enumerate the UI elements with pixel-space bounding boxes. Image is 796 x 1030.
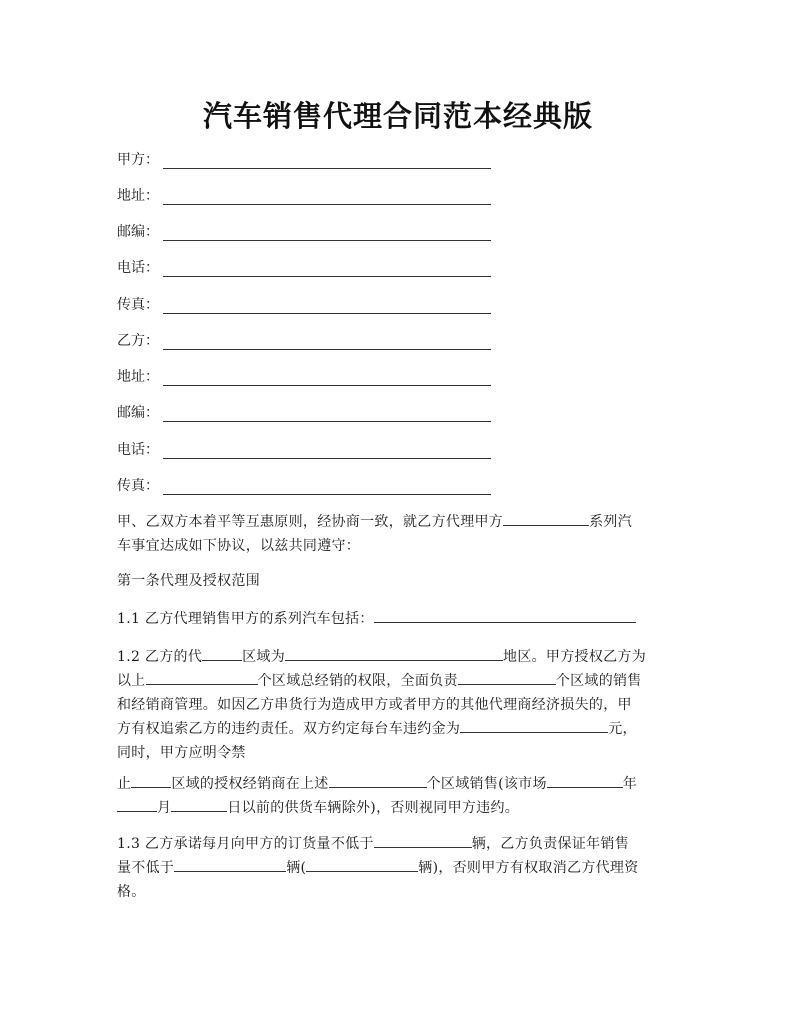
clause-1-2-text-2: 区域为 [242, 649, 286, 665]
clause-1-2-text-9: 元， [608, 721, 637, 737]
party-b-postcode-field [117, 403, 159, 423]
party-a-phone-blank[interactable] [163, 276, 491, 277]
party-b-blank[interactable] [163, 349, 491, 350]
party-b-phone-label: 电话： [117, 442, 159, 458]
clause-1-3-text-6: 格。 [117, 884, 146, 900]
party-a-postcode-label: 邮编： [117, 224, 159, 240]
party-a-field [117, 150, 159, 170]
clause-1-2-text-6: 个区域的销售 [555, 673, 642, 689]
sales-region-blank[interactable] [329, 773, 427, 788]
party-a-phone-field [117, 258, 159, 278]
agency-blank[interactable] [202, 646, 242, 661]
party-b-fax-label: 传真： [117, 478, 159, 494]
party-b-phone-blank[interactable] [163, 458, 491, 459]
party-b-postcode-blank[interactable] [163, 421, 491, 422]
clause-1-2-text-1: 1.2 乙方的代 [117, 649, 203, 665]
clause-1-3-text-2: 辆，乙方负责保证年销售 [471, 836, 630, 852]
intro-paragraph [117, 510, 683, 558]
clause-1-3-text-5: 辆)，否则甲方有权取消乙方代理资 [418, 860, 639, 876]
clause-1-2-continued [117, 772, 683, 820]
party-a-blank[interactable] [163, 168, 491, 169]
party-b-fax-field [117, 476, 159, 496]
party-a-fax-blank[interactable] [163, 313, 491, 314]
annual-sales-words-blank[interactable] [306, 857, 418, 872]
region-blank[interactable] [285, 646, 503, 661]
party-b-postcode-label: 邮编： [117, 405, 159, 421]
intro-text-2: 系列汽 [589, 514, 633, 530]
clause-1-2-text-8: 方有权追索乙方的违约责任。双方约定每台车违约金为 [117, 721, 461, 737]
clause-1-2 [117, 645, 683, 765]
monthly-order-blank[interactable] [374, 833, 472, 848]
clause-1-2-text-3: 地区。甲方授权乙方为 [503, 649, 647, 665]
annual-sales-blank[interactable] [174, 857, 286, 872]
clause-1-1 [117, 607, 683, 631]
party-a-address-field [117, 186, 159, 206]
responsible-region-blank[interactable] [458, 670, 556, 685]
clause-1-2-text-5: 个区域总经销的权限，全面负责 [257, 673, 458, 689]
clause-1-2b-text-1: 止 [117, 776, 132, 792]
clause-1-2b-text-4: 年 [622, 776, 638, 792]
clause-1-2b-text-2: 区域的授权经销商在上述 [171, 776, 329, 792]
clause-1-3-text-3: 量不低于 [117, 860, 175, 876]
party-a-fax-label: 传真： [117, 297, 159, 313]
day-blank[interactable] [171, 797, 227, 812]
party-a-postcode-blank[interactable] [163, 240, 491, 241]
penalty-blank[interactable] [460, 718, 608, 733]
clause-1-2-text-7: 和经销商管理。如因乙方串货行为造成甲方或者甲方的其他代理商经济损失的，甲 [117, 697, 632, 713]
car-series-blank[interactable] [374, 608, 636, 623]
party-b-address-field [117, 367, 159, 387]
section-1-title: 第一条代理及授权范围 [117, 573, 260, 589]
clause-1-2b-text-6: 日以前的供货车辆除外)，否则视同甲方违约。 [227, 800, 520, 816]
party-a-fax-field [117, 295, 159, 315]
prohibited-region-blank[interactable] [131, 773, 171, 788]
clause-1-3 [117, 832, 683, 904]
document-title: 汽车销售代理合同范本经典版 [202, 99, 593, 133]
party-a-address-blank[interactable] [163, 204, 491, 205]
clause-1-1-text: 1.1 乙方代理销售甲方的系列汽车包括： [117, 611, 374, 627]
party-b-fax-blank[interactable] [163, 494, 491, 495]
party-b-label: 乙方： [117, 333, 159, 349]
party-b-address-label: 地址： [117, 369, 159, 385]
clause-1-2b-text-3: 个区域销售(该市场 [426, 776, 547, 792]
series-blank[interactable] [503, 511, 589, 526]
party-a-postcode-field [117, 222, 159, 242]
party-b-field [117, 331, 159, 351]
clause-1-2b-text-5: 月 [157, 800, 172, 816]
region-count-blank[interactable] [146, 670, 258, 685]
month-prefix-blank[interactable] [117, 797, 157, 812]
intro-text-3: 车事宜达成如下协议，以兹共同遵守： [117, 538, 361, 554]
clause-1-3-text-1: 1.3 乙方承诺每月向甲方的订货量不低于 [117, 836, 374, 852]
clause-1-2-text-10: 同时，甲方应明令禁 [117, 745, 246, 761]
clause-1-3-text-4: 辆( [286, 860, 307, 876]
party-a-address-label: 地址： [117, 188, 159, 204]
intro-text-1: 甲、乙双方本着平等互惠原则，经协商一致，就乙方代理甲方 [117, 514, 504, 530]
year-blank[interactable] [547, 773, 623, 788]
party-a-label: 甲方： [117, 152, 159, 168]
party-b-address-blank[interactable] [163, 385, 491, 386]
clause-1-2-text-4: 以上 [117, 673, 146, 689]
party-b-phone-field [117, 440, 159, 460]
party-a-phone-label: 电话： [117, 260, 159, 276]
